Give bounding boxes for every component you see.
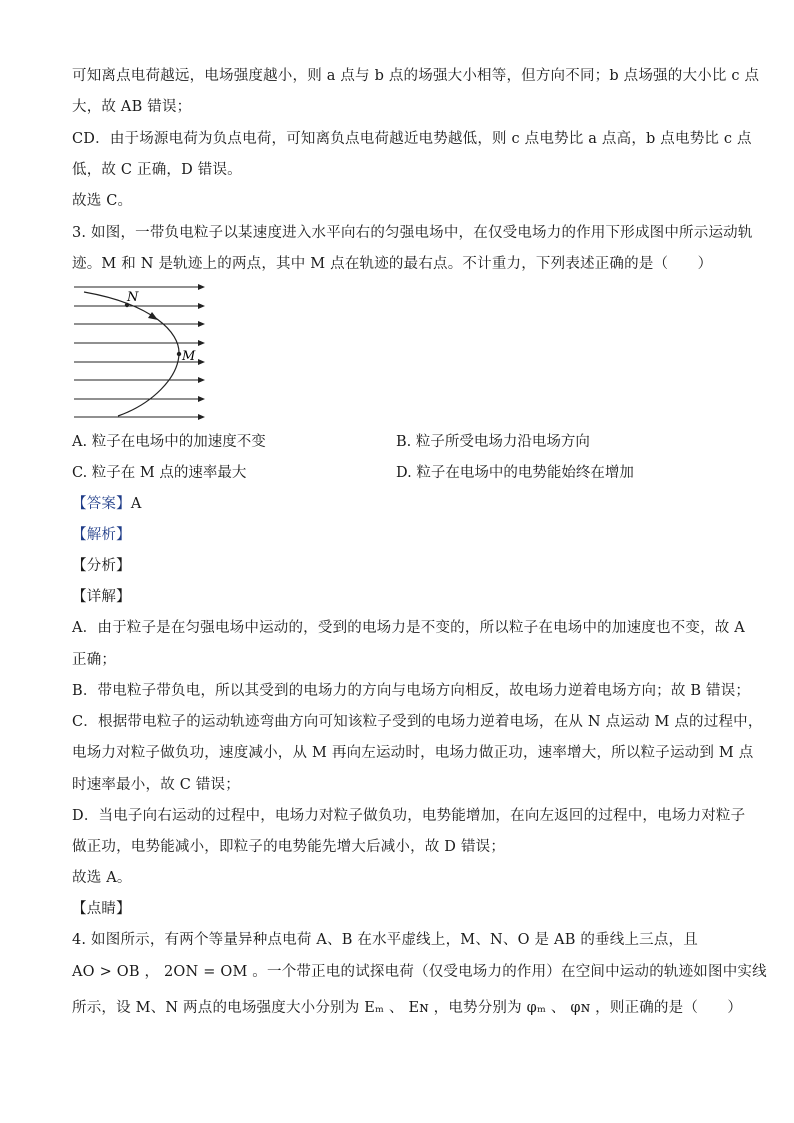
point-m bbox=[177, 352, 181, 356]
paragraph-line: 故选 C。 bbox=[72, 193, 133, 209]
detail-line: C．根据带电粒子的运动轨迹弯曲方向可知该粒子受到的电场力逆着电场，在从 N 点运动 M 点的过程中， bbox=[72, 714, 763, 730]
detail-tag: 【详解】 bbox=[72, 589, 131, 605]
comment-tag: 【点睛】 bbox=[72, 901, 131, 917]
paragraph-line: 大，故 AB 错误； bbox=[72, 99, 192, 115]
detail-line: 做正功，电势能减小，即粒子的电势能先增大后减小，故 D 错误； bbox=[72, 839, 506, 855]
detail-line: 电场力对粒子做负功，速度减小，从 M 再向左运动时，电场力做正功，速率增大，所以粒子运动到 M 点 bbox=[72, 745, 754, 761]
fenxi-tag: 【分析】 bbox=[72, 558, 131, 574]
detail-line: 时速率最小，故 C 错误； bbox=[72, 777, 240, 793]
detail-line: 故选 A。 bbox=[72, 870, 132, 886]
option-c: C. 粒子在 M 点的速率最大 bbox=[72, 465, 247, 481]
answer-tag: 【答案】 bbox=[72, 496, 131, 512]
option-d: D. 粒子在电场中的电势能始终在增加 bbox=[396, 465, 634, 481]
detail-line: B．带电粒子带负电，所以其受到的电场力的方向与电场方向相反，故电场力逆着电场方向；故 B 错误； bbox=[72, 683, 751, 699]
answer-line bbox=[72, 494, 141, 514]
detail-line: A．由于粒子是在匀强电场中运动的，受到的电场力是不变的，所以粒子在电场中的加速度也不变，故 A bbox=[72, 620, 745, 636]
question-4-line: 所示，设 M、N 两点的电场强度大小分别为 Eₘ 、 Eɴ ，电势分别为 φₘ 、 φɴ ，则正确的是（ ） bbox=[72, 1000, 743, 1016]
detail-line: 正确； bbox=[72, 652, 117, 668]
option-b: B. 粒子所受电场力沿电场方向 bbox=[396, 434, 590, 450]
label-m: M bbox=[182, 349, 196, 364]
option-a: A. 粒子在电场中的加速度不变 bbox=[72, 434, 266, 450]
question-4-line: 4. 如图所示，有两个等量异种点电荷 A、B 在水平虚线上，M、N、O 是 AB 的垂线上三点，且 bbox=[72, 932, 698, 948]
paragraph-line: 可知离点电荷越远，电场强度越小，则 a 点与 b 点的场强大小相等，但方向不同；b 点场强的大小比 c 点 bbox=[72, 68, 760, 84]
paragraph-line: 低，故 C 正确，D 错误。 bbox=[72, 162, 242, 178]
answer-value: A bbox=[130, 496, 142, 512]
detail-line: D．当电子向右运动的过程中，电场力对粒子做负功，电势能增加，在向左返回的过程中，电场力对粒子 bbox=[72, 808, 746, 824]
electric-field-figure bbox=[72, 282, 212, 424]
label-n: N bbox=[127, 290, 139, 305]
question-4-line: AO > OB ， 2ON = OM 。一个带正电的试探电荷（仅受电场力的作用）在空间中运动的轨迹如图中实线 bbox=[72, 964, 767, 980]
trajectory-curve bbox=[84, 292, 179, 416]
paragraph-line: CD．由于场源电荷为负点电荷，可知离负点电荷越近电势越低，则 c 点电势比 a 点高，b 点电势比 c 点 bbox=[72, 131, 752, 147]
trajectory-arrow bbox=[148, 312, 158, 320]
question-3-line: 迹。M 和 N 是轨迹上的两点，其中 M 点在轨迹的最右点。不计重力，下列表述正确的是（ ） bbox=[72, 256, 713, 272]
analysis-tag: 【解析】 bbox=[72, 527, 131, 543]
question-3-line: 3. 如图，一带负电粒子以某速度进入水平向右的匀强电场中，在仅受电场力的作用下形成图中所示运动轨 bbox=[72, 225, 753, 241]
